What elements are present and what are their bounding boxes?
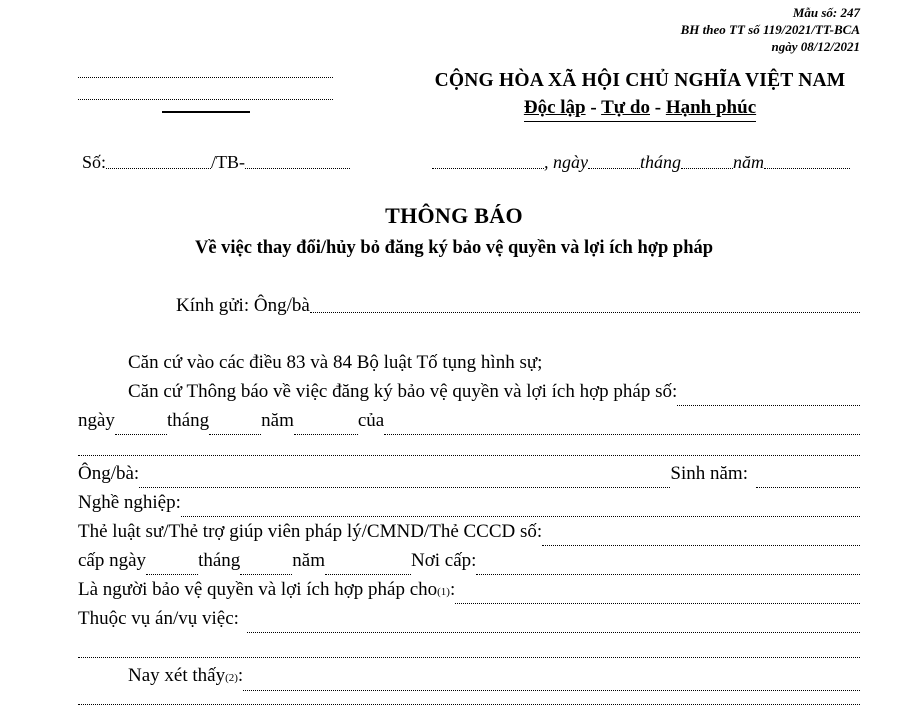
legal-basis-text-1: Căn cứ vào các điều 83 và 84 Bộ luật Tố tụng hình sự; [128, 352, 543, 373]
birth-year-label: Sinh năm: [670, 463, 748, 484]
document-number-input[interactable] [106, 168, 211, 169]
protecting-for-colon: : [449, 579, 456, 600]
legal-basis-of-label: của [357, 410, 385, 431]
issue-year-label: năm [292, 550, 325, 571]
form-number: Mẫu số: 247 [792, 5, 860, 20]
person-details-block [78, 455, 860, 637]
name-label: Ông/bà: [78, 463, 140, 484]
field-row-case [78, 608, 860, 637]
issue-day-label: cấp ngày [78, 550, 147, 571]
occupation-input[interactable] [181, 516, 860, 517]
occupation-label: Nghề nghiệp: [78, 492, 181, 513]
date-year-input[interactable] [764, 168, 850, 169]
date-day-label: , ngày [543, 152, 588, 172]
consideration-label: Nay xét thấy [128, 665, 226, 686]
document-number-label: Số: [82, 152, 107, 172]
date-day-input[interactable] [588, 168, 640, 169]
motto-dash-1: - [585, 97, 602, 118]
issuing-agency-block [78, 70, 333, 113]
field-row-name [78, 463, 860, 492]
document-number-suffix-input[interactable] [245, 168, 350, 169]
place-input[interactable] [432, 168, 544, 169]
issuing-agency-underline [162, 111, 250, 113]
place-date-line [432, 152, 850, 173]
legal-basis-year-input[interactable] [294, 434, 358, 435]
title-block [0, 203, 908, 259]
form-issue-date: ngày 08/12/2021 [771, 39, 860, 54]
date-month-input[interactable] [681, 168, 733, 169]
protecting-for-label: Là người bảo vệ quyền và lợi ích hợp pháp cho [78, 579, 438, 600]
legal-basis-block [78, 352, 860, 439]
legal-basis-day-label: ngày [78, 410, 115, 431]
field-row-issue-date [78, 550, 860, 579]
consideration-input[interactable] [243, 690, 860, 691]
document-number-suffix: /TB- [211, 152, 246, 172]
person-details-top-divider[interactable] [78, 455, 860, 456]
field-row-protecting-for: Là người bảo vệ quyền và lợi ích hợp pháp cho (1) : [78, 579, 860, 608]
document-number-line [82, 152, 350, 173]
national-motto [524, 97, 756, 122]
document-subtitle: Về việc thay đổi/hủy bỏ đăng ký bảo vệ quyền và lợi ích hợp pháp [194, 238, 714, 258]
legal-basis-of-input[interactable] [384, 434, 860, 435]
case-input[interactable] [247, 632, 860, 633]
legal-basis-day-input[interactable] [115, 434, 167, 435]
consideration-block [78, 657, 860, 705]
form-meta-block [681, 4, 860, 55]
recipient-label: Kính gửi: Ông/bà [176, 295, 310, 316]
motto-part-happiness: Hạnh phúc [665, 97, 757, 118]
date-year-label: năm [733, 152, 764, 172]
legal-basis-row-3 [78, 410, 860, 439]
legal-basis-month-input[interactable] [209, 434, 261, 435]
issue-month-input[interactable] [240, 574, 292, 575]
legal-basis-year-label: năm [261, 410, 294, 431]
consideration-top-divider[interactable] [78, 657, 860, 658]
motto-part-freedom: Tự do [601, 97, 650, 118]
form-issuing-circular: BH theo TT số 119/2021/TT-BCA [680, 22, 860, 37]
issuing-agency-line-1[interactable] [78, 77, 333, 78]
motto-part-independence: Độc lập [523, 97, 586, 118]
birth-year-input[interactable] [756, 487, 860, 488]
national-heading-block [400, 70, 880, 122]
issue-year-input[interactable] [325, 574, 411, 575]
field-row-id-card [78, 521, 860, 550]
id-card-label: Thẻ luật sư/Thẻ trợ giúp viên pháp lý/CMND/Thẻ CCCD số: [78, 521, 543, 542]
protecting-for-input[interactable] [455, 603, 860, 604]
legal-basis-row-1 [78, 352, 860, 381]
consideration-row: Nay xét thấy (2) : [78, 665, 860, 695]
motto-dash-2: - [650, 97, 666, 118]
recipient-input[interactable] [310, 312, 860, 313]
case-label: Thuộc vụ án/vụ việc: [78, 608, 239, 629]
date-month-label: tháng [639, 152, 681, 172]
name-input[interactable] [139, 487, 670, 488]
country-name: CỘNG HÒA XÃ HỘI CHỦ NGHĨA VIỆT NAM [434, 70, 846, 91]
id-card-input[interactable] [542, 545, 860, 546]
issue-place-label: Nơi cấp: [411, 550, 477, 571]
issue-place-input[interactable] [476, 574, 860, 575]
issue-day-input[interactable] [146, 574, 198, 575]
consideration-bottom-divider[interactable] [78, 704, 860, 705]
issuing-agency-line-2[interactable] [78, 99, 333, 100]
document-header [0, 70, 908, 180]
document-title: THÔNG BÁO [385, 203, 523, 228]
legal-basis-month-label: tháng [166, 410, 210, 431]
recipient-line [176, 295, 860, 317]
legal-basis-row-2 [78, 381, 860, 410]
issue-month-label: tháng [198, 550, 241, 571]
field-row-occupation [78, 492, 860, 521]
legal-basis-number-input[interactable] [677, 405, 860, 406]
legal-basis-text-2: Căn cứ Thông báo về việc đăng ký bảo vệ quyền và lợi ích hợp pháp số: [128, 381, 678, 402]
consideration-colon: : [237, 665, 244, 686]
